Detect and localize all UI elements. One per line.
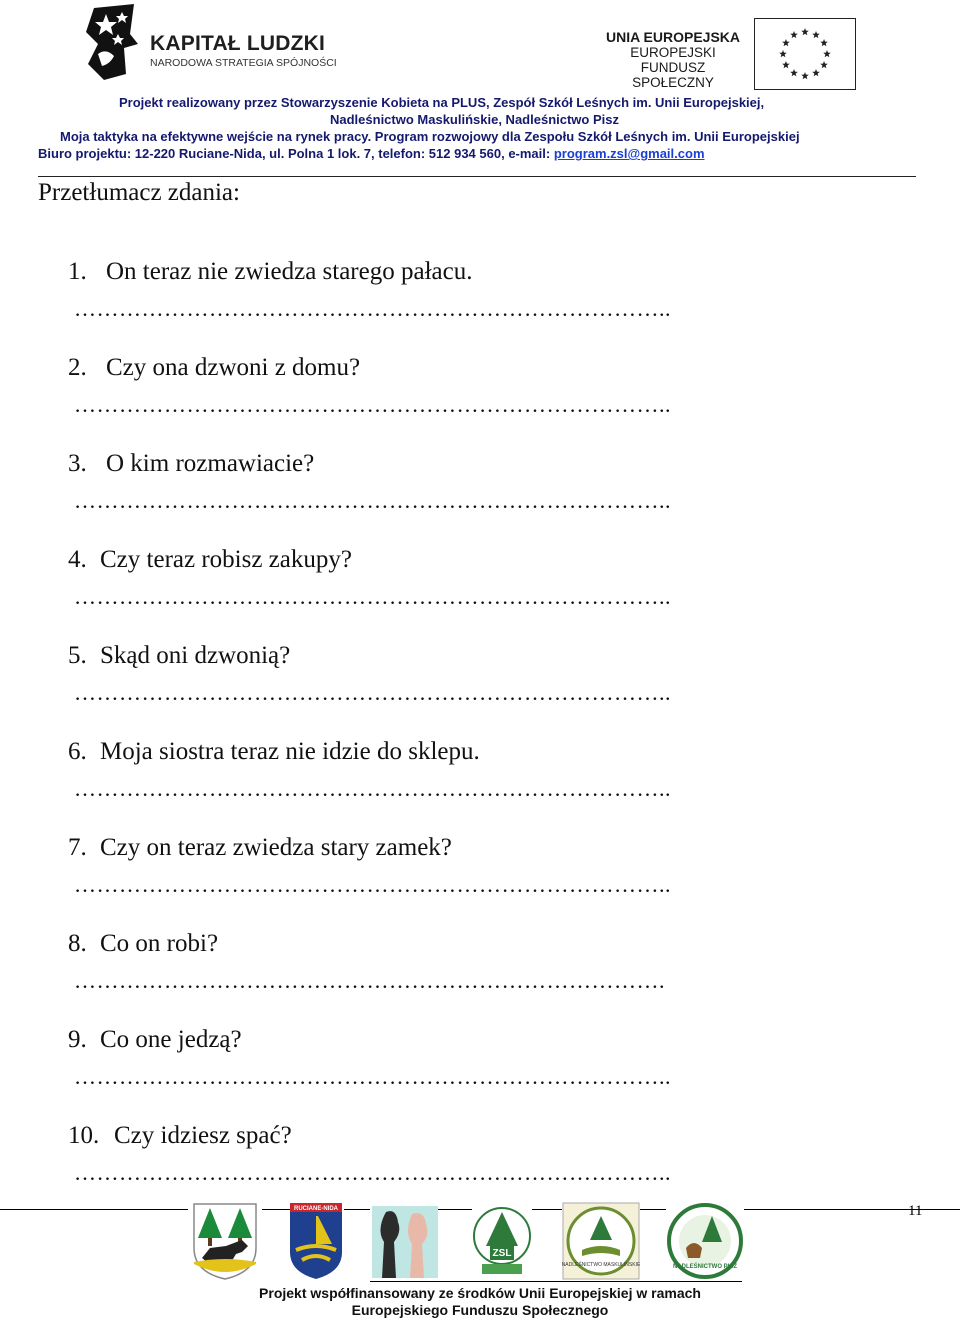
exercise-item [68,738,480,766]
kapital-ludzki-title: KAPITAŁ LUDZKI [150,32,326,55]
item-number: 4. [68,546,87,573]
ue-title: UNIA EUROPEJSKA [605,29,741,45]
item-sentence: Moja siostra teraz nie idzie do sklepu. [100,738,480,765]
email-link[interactable]: program.zsl@gmail.com [553,146,705,161]
answer-line[interactable]: …………………………………………………………………….. [74,296,671,321]
item-number: 10. [68,1122,100,1149]
item-sentence: Czy teraz robisz zakupy? [100,546,352,573]
eu-flag-icon [754,18,856,90]
exercise-item [68,258,472,286]
item-sentence: Skąd oni dzwonią? [100,642,291,669]
answer-line[interactable]: …………………………………………………………………….. [74,584,671,609]
header-line-3: Moja taktyka na efektywne wejście na rynek pracy. Program rozwojowy dla Zespołu Szkół Leśnych im. Unii Europejskiej [60,129,800,144]
footer-line-seg [262,1209,290,1210]
kobieta-na-plus-logo-icon [372,1202,438,1280]
item-sentence: O kim rozmawiacie? [106,450,315,477]
header-line-1: Projekt realizowany przez Stowarzyszenie Kobieta na PLUS, Zespół Szkół Leśnych im. Unii Europejskiej, [119,95,765,110]
ruciane-nida-coat-of-arms-icon [288,1202,344,1280]
item-number: 8. [68,930,87,957]
item-sentence: Co one jedzą? [100,1026,242,1053]
header-divider [38,176,916,177]
footer-text-line-1: Projekt współfinansowany ze środków Unii Europejskiej w ramach [259,1285,701,1301]
exercise-item [68,450,314,478]
item-sentence: Czy ona dzwoni z domu? [106,354,361,381]
kapital-ludzki-text [150,32,337,69]
answer-line[interactable]: …………………………………………………………………….. [74,776,671,801]
exercise-item [68,930,218,958]
pisz-label: NADLEŚNICTWO PISZ [673,1264,737,1270]
answer-line[interactable]: …………………………………………………………………….. [74,392,671,417]
header-address: Biuro projektu: 12-220 Ruciane-Nida, ul. Polna 1 lok. 7, telefon: 512 934 560, e-mail: [38,146,554,161]
item-sentence: Czy on teraz zwiedza stary zamek? [100,834,452,861]
footer-line-seg [438,1209,472,1210]
instruction-text: Przetłumacz zdania: [38,179,240,206]
pisz-forestry-logo-icon [666,1202,744,1280]
ue-subtitle-2: FUNDUSZ SPOŁECZNY [632,60,714,90]
ue-subtitle-1: EUROPEJSKI [630,45,716,60]
item-number: 7. [68,834,87,861]
header-line-4 [38,146,705,161]
item-number: 5. [68,642,87,669]
footer-line-seg [532,1209,562,1210]
answer-line[interactable]: …………………………………………………………………….. [74,872,671,897]
item-sentence: Czy idziesz spać? [114,1122,292,1149]
footer-line-right [744,1209,960,1210]
item-number: 2. [68,354,87,381]
zsl-school-logo-icon [472,1202,532,1280]
kapital-ludzki-subtitle: NARODOWA STRATEGIA SPÓJNOŚCI [150,57,337,69]
footer-divider [370,1281,742,1282]
item-sentence: On teraz nie zwiedza starego pałacu. [106,258,473,285]
item-number: 3. [68,450,87,477]
item-number: 9. [68,1026,87,1053]
answer-line[interactable]: …………………………………………………………………….. [74,1064,671,1089]
exercise-item [68,1122,292,1150]
exercise-item [68,354,360,382]
item-number: 1. [68,258,87,285]
answer-line[interactable]: …………………………………………………………………….. [74,680,671,705]
exercise-item [68,546,352,574]
item-number: 6. [68,738,87,765]
header-line-2: Nadleśnictwo Maskulińskie, Nadleśnictwo Pisz [330,112,619,127]
answer-line[interactable]: …………………………………………………………………….. [74,488,671,513]
answer-line[interactable]: …………………………………………………………………….. [74,1160,671,1185]
exercise-item [68,834,452,862]
answer-line[interactable]: ……………………………………………………………………. [74,968,665,993]
instruction-heading [38,178,240,207]
footer-line-seg [344,1209,370,1210]
ue-text-block [600,30,746,90]
maskulinskie-label: NADLEŚNICTWO MASKULIŃSKIE [562,1262,640,1268]
exercise-item [68,1026,242,1054]
footer-text-line-2: Europejskiego Funduszu Społecznego [351,1302,609,1318]
wolf-coat-of-arms-icon [190,1202,260,1280]
zsl-label: ZSL [492,1248,512,1259]
page-number: 11 [908,1203,923,1219]
ruciane-label: RUCIANE-NIDA [294,1206,338,1212]
exercise-item [68,642,290,670]
maskulinskie-forestry-logo-icon [562,1202,640,1280]
footer-line-left [0,1209,188,1210]
item-sentence: Co on robi? [100,930,219,957]
kapital-ludzki-logo-icon [84,4,140,82]
footer-line-seg [640,1209,666,1210]
